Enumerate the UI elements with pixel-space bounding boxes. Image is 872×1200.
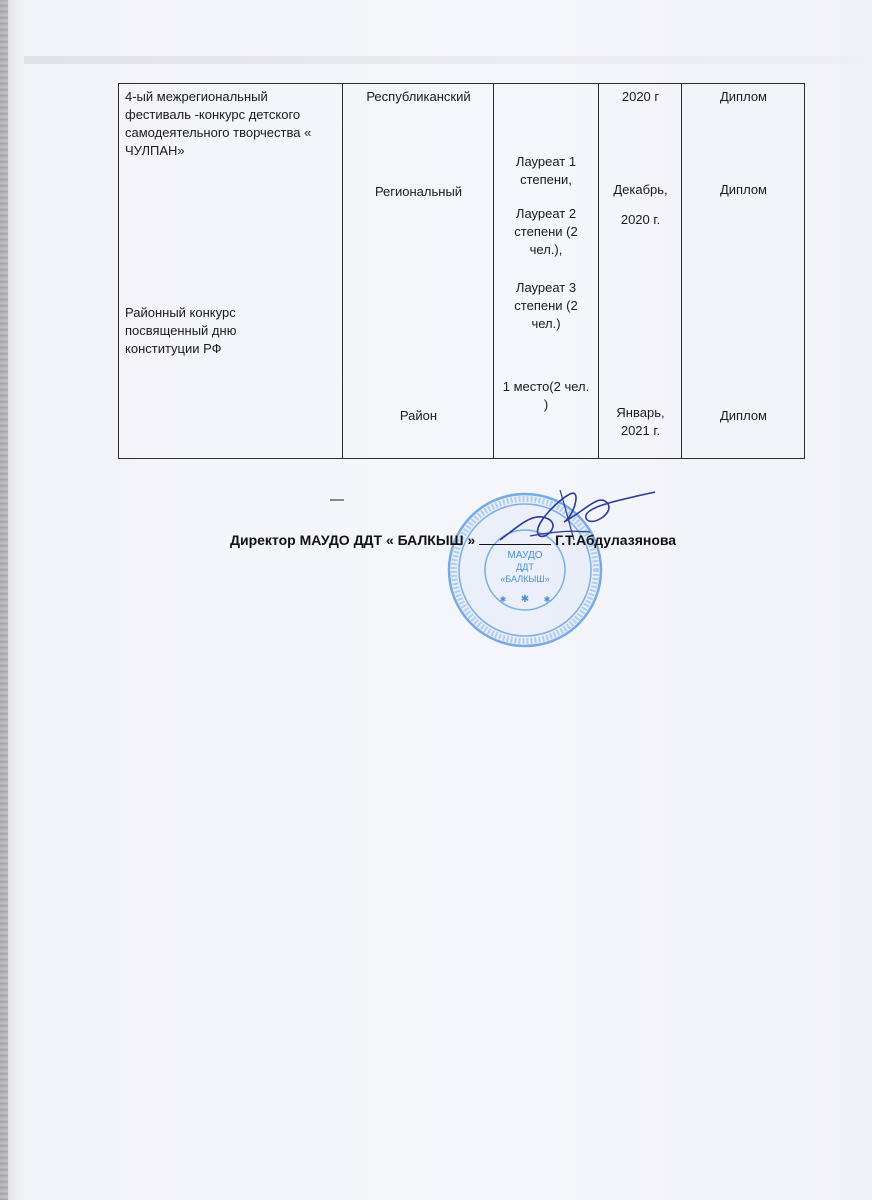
stamp-text: ДДТ (516, 562, 534, 572)
date-column (599, 84, 682, 459)
result-value: Лауреат 2 степени (2 чел.), (514, 206, 578, 257)
bleed-through (24, 56, 864, 64)
document-value: Диплом (719, 182, 767, 197)
result-value: Лауреат 3 степени (2 чел.) (514, 280, 578, 331)
result-column (494, 84, 599, 459)
director-signature-line (230, 530, 676, 548)
date-value: 2020 г. (620, 212, 661, 227)
document-column (682, 84, 805, 459)
director-name: Г.Т.Абдулазянова (555, 532, 677, 548)
awards-table (118, 83, 805, 459)
result-value: 1 место(2 чел. ) (502, 379, 590, 412)
level-value: Республиканский (366, 89, 471, 104)
director-role: Директор МАУДО ДДТ « БАЛКЫШ » (230, 532, 476, 548)
event-title: Районный конкурс посвященный дню конституции РФ (125, 305, 237, 356)
pen-mark (330, 499, 344, 501)
table-row (119, 84, 805, 459)
level-value: Район (399, 408, 438, 423)
date-value: 2020 г (621, 89, 660, 104)
level-value: Региональный (374, 184, 463, 199)
date-value: Декабрь, (613, 182, 668, 197)
stamp-text: МАУДО (507, 550, 543, 561)
level-column (343, 84, 494, 459)
date-value: Январь, 2021 г. (616, 405, 665, 438)
svg-text:✱: ✱ (499, 595, 507, 604)
event-title: 4-ый межрегиональный фестиваль -конкурс детского самодеятельного творчества « ЧУЛПАН» (125, 89, 312, 158)
scan-edge (0, 0, 8, 1200)
svg-text:✱: ✱ (520, 594, 530, 605)
document-value: Диплом (719, 408, 767, 423)
signature-underline (479, 530, 551, 545)
result-value: Лауреат 1 степени, (515, 154, 577, 187)
event-column (119, 84, 343, 459)
svg-text:✱: ✱ (543, 595, 551, 604)
stamp-text: «БАЛКЫШ» (500, 574, 550, 584)
document-value: Диплом (719, 89, 767, 104)
